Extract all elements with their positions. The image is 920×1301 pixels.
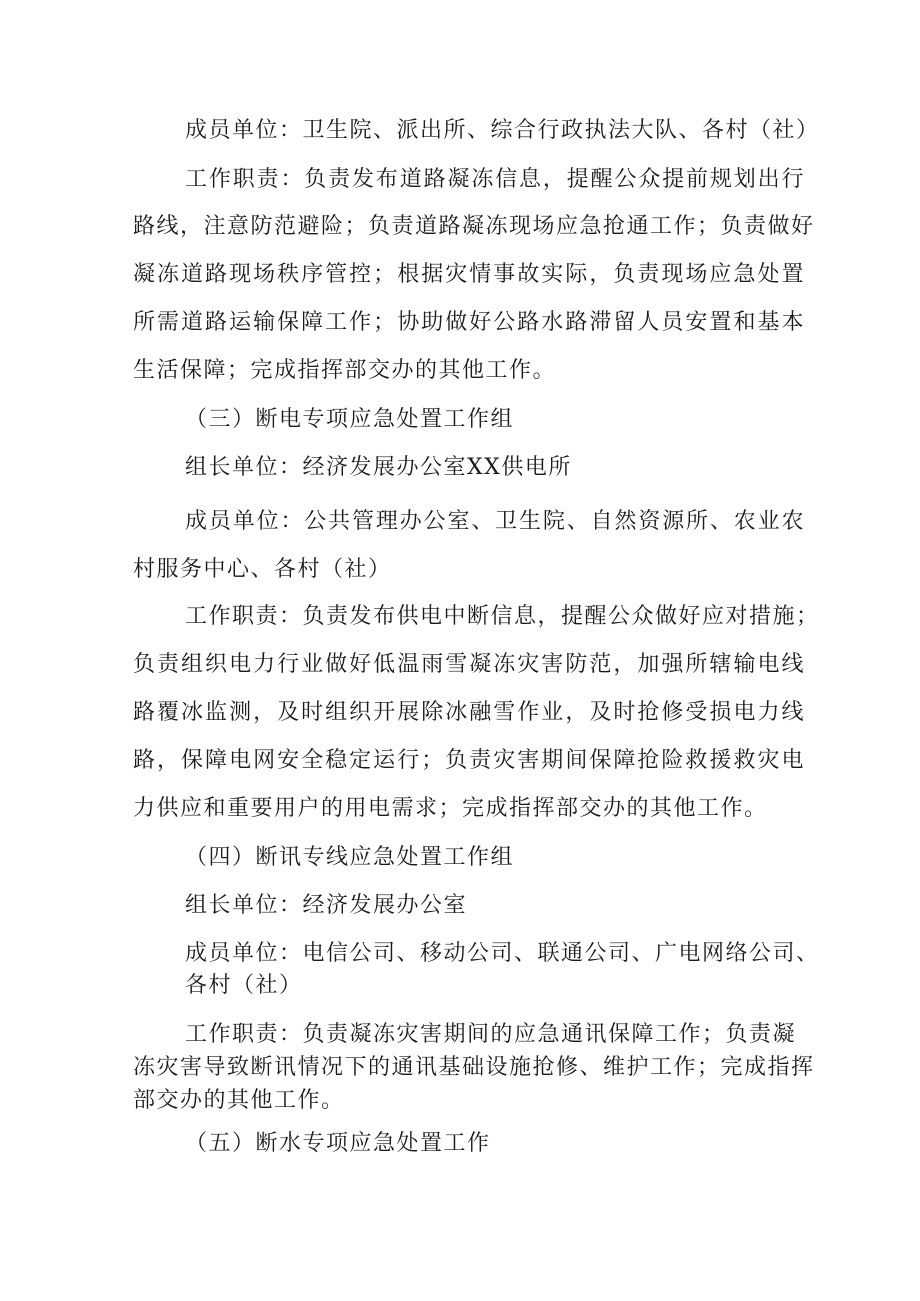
section-heading-5: （五）断水专项应急处置工作	[185, 1131, 491, 1156]
paragraph-members-4-line-1: 成员单位：电信公司、移动公司、联通公司、广电网络公司、	[185, 941, 820, 966]
paragraph-duties-4-line-3: 部交办的其他工作。	[133, 1088, 345, 1113]
paragraph-members-3-line-1: 成员单位：公共管理办公室、卫生院、自然资源所、农业农	[185, 509, 805, 534]
paragraph-members-line-1: 成员单位：卫生院、派出所、综合行政执法大队、各村（社）	[185, 118, 820, 143]
paragraph-duties-3-line-2: 负责组织电力行业做好低温雨雪凝冻灾害防范，加强所辖输电线	[133, 652, 805, 677]
paragraph-leader-4: 组长单位：经济发展办公室	[185, 893, 468, 918]
paragraph-duties-3-line-5: 力供应和重要用户的用电需求；完成指挥部交办的其他工作。	[133, 796, 768, 821]
paragraph-duties-line-4: 所需道路运输保障工作；协助做好公路水路滞留人员安置和基本	[133, 310, 805, 335]
paragraph-duties-3-line-1: 工作职责：负责发布供电中断信息，提醒公众做好应对措施；	[185, 604, 820, 629]
paragraph-members-3-line-2: 村服务中心、各村（社）	[133, 557, 392, 582]
paragraph-duties-4-line-2: 冻灾害导致断讯情况下的通讯基础设施抢修、维护工作；完成指挥	[133, 1055, 815, 1080]
paragraph-duties-line-3: 凝冻道路现场秩序管控；根据灾情事故实际，负责现场应急处置	[133, 262, 805, 287]
paragraph-duties-line-5: 生活保障；完成指挥部交办的其他工作。	[133, 358, 557, 383]
paragraph-members-4-line-2: 各村（社）	[185, 973, 303, 998]
paragraph-leader-3: 组长单位：经济发展办公室XX供电所	[185, 455, 572, 480]
paragraph-duties-4-line-1: 工作职责：负责凝冻灾害期间的应急通讯保障工作；负责凝	[185, 1022, 797, 1047]
paragraph-duties-3-line-4: 路，保障电网安全稳定运行；负责灾害期间保障抢险救援救灾电	[133, 748, 805, 773]
paragraph-duties-line-2: 路线，注意防范避险；负责道路凝冻现场应急抢通工作；负责做好	[133, 214, 815, 239]
paragraph-duties-line-1: 工作职责：负责发布道路凝冻信息，提醒公众提前规划出行	[185, 167, 805, 192]
paragraph-duties-3-line-3: 路覆冰监测，及时组织开展除冰融雪作业，及时抢修受损电力线	[133, 700, 805, 725]
section-heading-3: （三）断电专项应急处置工作组	[185, 407, 515, 432]
section-heading-4: （四）断讯专线应急处置工作组	[185, 845, 515, 870]
